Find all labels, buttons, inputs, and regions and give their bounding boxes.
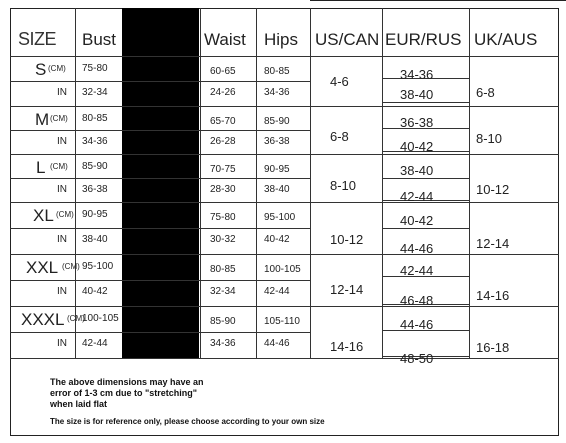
grid-hline (10, 178, 200, 179)
size-label: XXXL (21, 310, 65, 329)
size-label: XXL (26, 258, 59, 277)
waist-cm-value: 60-65 (210, 66, 236, 77)
top-rule (310, 0, 566, 1)
uk-aus-value: 16-18 (476, 340, 510, 355)
header-us-can: US/CAN (315, 30, 380, 49)
bust-cm-value: 100-105 (82, 313, 119, 324)
size-label: M (35, 110, 50, 129)
size-label: L (36, 158, 46, 177)
eur-rus-value: 42-44 (400, 263, 434, 278)
header-hips: Hips (264, 30, 299, 49)
grid-hline (10, 106, 559, 107)
hips-in-value: 34-36 (264, 87, 290, 98)
grid-hline (10, 228, 200, 229)
uk-aus-value: 12-14 (476, 236, 510, 251)
header-waist: Waist (204, 30, 246, 49)
eur-rus-value: 48-50 (400, 351, 434, 366)
grid-hline (200, 130, 310, 131)
grid-hline (10, 81, 200, 82)
bust-cm-value: 95-100 (82, 261, 114, 272)
size-label: S (35, 60, 47, 79)
inch-unit-label: IN (57, 136, 67, 147)
waist-cm-value: 85-90 (210, 316, 236, 327)
hips-in-value: 42-44 (264, 286, 290, 297)
size-label: XL (33, 206, 54, 225)
note-line-1: The above dimensions may have an (50, 377, 204, 387)
hips-cm-value: 105-110 (264, 316, 300, 327)
cm-unit-label: (CM) (56, 210, 74, 219)
waist-in-value: 24-26 (210, 87, 236, 98)
eur-rus-value: 34-36 (400, 67, 434, 82)
us-can-value: 6-8 (330, 129, 349, 144)
grid-hline (10, 202, 559, 203)
us-can-value: 10-12 (330, 232, 364, 247)
inch-unit-label: IN (57, 184, 67, 195)
hips-cm-value: 95-100 (264, 212, 296, 223)
header-bust: Bust (82, 30, 117, 49)
hips-cm-value: 100-105 (264, 264, 301, 275)
grid-hline (10, 358, 559, 359)
bust-cm-value: 90-95 (82, 209, 108, 220)
grid-hline (200, 280, 310, 281)
grid-hline (10, 56, 559, 57)
eur-rus-value: 38-40 (400, 163, 434, 178)
bust-in-value: 32-34 (82, 87, 108, 98)
cm-unit-label: (CM) (50, 162, 68, 171)
hips-in-value: 38-40 (264, 184, 290, 195)
uk-aus-value: 10-12 (476, 182, 510, 197)
grid-hline (10, 154, 559, 155)
bust-cm-value: 75-80 (82, 63, 108, 74)
us-can-value: 14-16 (330, 339, 364, 354)
grid-hline (382, 178, 469, 179)
grid-hline (10, 306, 559, 307)
grid-hline (10, 280, 200, 281)
hips-cm-value: 85-90 (264, 116, 290, 127)
grid-hline (382, 228, 469, 229)
us-can-value: 8-10 (330, 178, 357, 193)
waist-cm-value: 75-80 (210, 212, 236, 223)
bust-in-value: 36-38 (82, 184, 108, 195)
bust-cm-value: 80-85 (82, 113, 108, 124)
eur-rus-value: 46-48 (400, 293, 434, 308)
grid-hline (10, 332, 200, 333)
uk-aus-value: 8-10 (476, 131, 503, 146)
grid-hline (200, 228, 310, 229)
grid-hline (10, 254, 559, 255)
us-can-value: 4-6 (330, 74, 349, 89)
hips-in-value: 36-38 (264, 136, 290, 147)
waist-in-value: 34-36 (210, 338, 236, 349)
hips-in-value: 40-42 (264, 234, 290, 245)
cm-unit-label: (CM) (50, 114, 68, 123)
hips-in-value: 44-46 (264, 338, 290, 349)
inch-unit-label: IN (57, 286, 67, 297)
note-line-2: error of 1-3 cm due to "stretching" (50, 388, 198, 398)
waist-in-value: 28-30 (210, 184, 236, 195)
bust-in-value: 38-40 (82, 234, 108, 245)
waist-cm-value: 70-75 (210, 164, 236, 175)
waist-in-value: 30-32 (210, 234, 236, 245)
grid-hline (200, 81, 310, 82)
cm-unit-label: (CM) (67, 314, 85, 323)
grid-hline (382, 102, 469, 103)
header-size: SIZE (18, 29, 57, 49)
eur-rus-value: 40-42 (400, 139, 434, 154)
header-eur-rus: EUR/RUS (385, 30, 462, 49)
header-uk-aus: UK/AUS (474, 30, 538, 49)
waist-in-value: 26-28 (210, 136, 236, 147)
eur-rus-value: 42-44 (400, 189, 434, 204)
uk-aus-value: 14-16 (476, 288, 510, 303)
eur-rus-value: 38-40 (400, 87, 434, 102)
bust-in-value: 42-44 (82, 338, 108, 349)
bust-cm-value: 85-90 (82, 161, 108, 172)
bust-in-value: 40-42 (82, 286, 108, 297)
eur-rus-value: 44-46 (400, 317, 434, 332)
grid-hline (200, 332, 310, 333)
cm-unit-label: (CM) (62, 262, 80, 271)
eur-rus-value: 40-42 (400, 213, 434, 228)
us-can-value: 12-14 (330, 282, 364, 297)
inch-unit-label: IN (57, 338, 67, 349)
inch-unit-label: IN (57, 234, 67, 245)
waist-in-value: 32-34 (210, 286, 236, 297)
inch-unit-label: IN (57, 87, 67, 98)
grid-hline (200, 178, 310, 179)
note-line-3: when laid flat (50, 399, 108, 409)
bust-in-value: 34-36 (82, 136, 108, 147)
hips-cm-value: 80-85 (264, 66, 290, 77)
waist-cm-value: 80-85 (210, 264, 236, 275)
eur-rus-value: 36-38 (400, 115, 434, 130)
note-reference: The size is for reference only, please choose according to your own size (50, 417, 325, 426)
hips-cm-value: 90-95 (264, 164, 290, 175)
cm-unit-label: (CM) (48, 64, 66, 73)
uk-aus-value: 6-8 (476, 85, 495, 100)
waist-cm-value: 65-70 (210, 116, 236, 127)
grid-hline (10, 130, 200, 131)
eur-rus-value: 44-46 (400, 241, 434, 256)
